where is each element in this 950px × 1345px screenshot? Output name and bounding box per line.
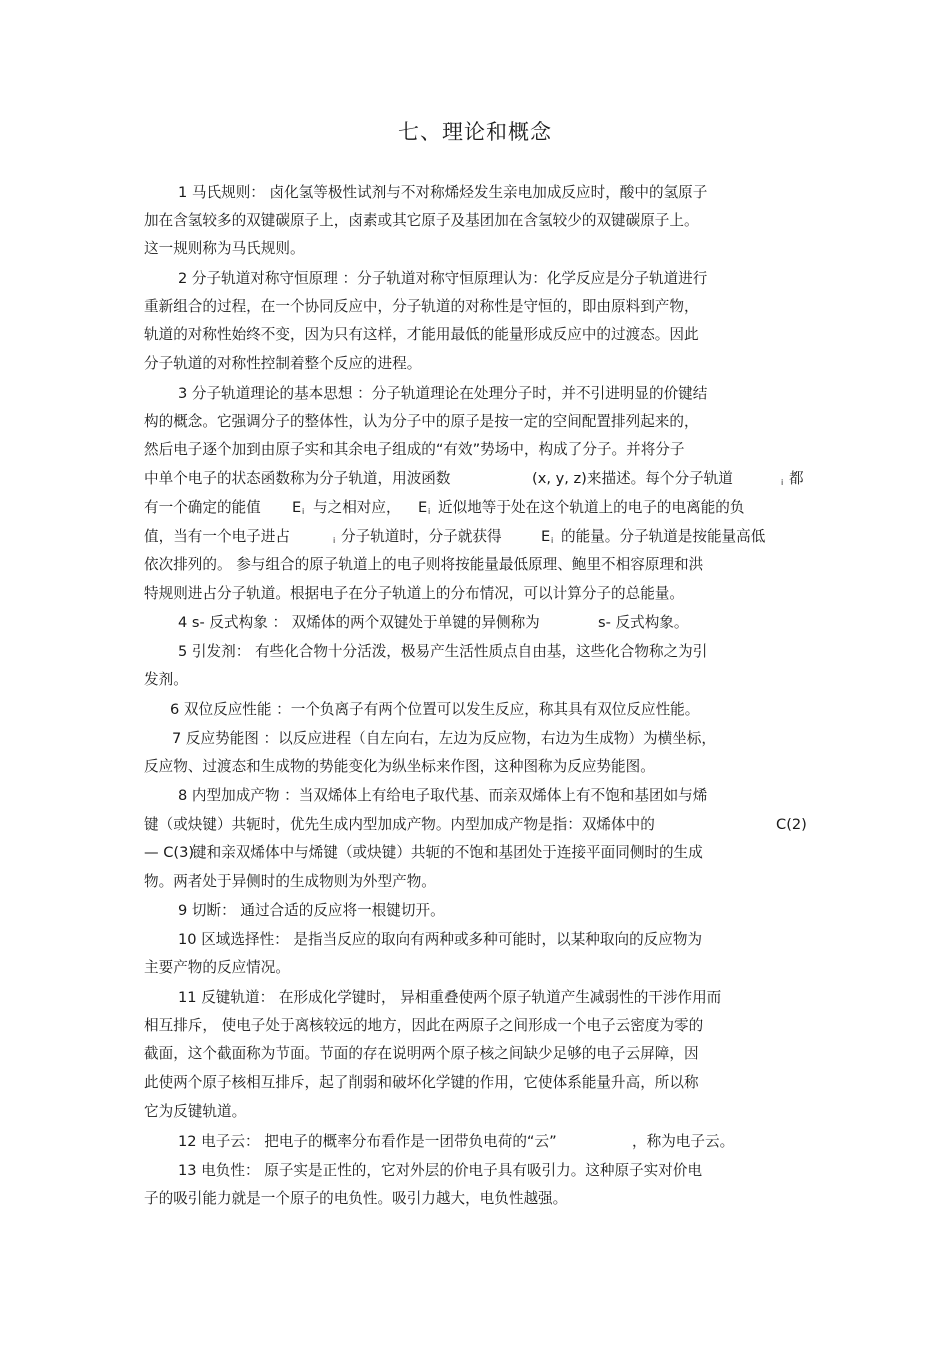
text-line: 13 电负性： 原子实是正性的，它对外层的价电子具有吸引力。这种原子实对价电: [178, 1162, 703, 1179]
text-line: 然后电子逐个加到由原子实和其余电子组成的“有效”势场中，构成了分子。并将分子: [144, 441, 685, 458]
text-line: 中单个电子的状态函数称为分子轨道，用波函数: [144, 470, 451, 487]
text-line: 特规则进占分子轨道。根据电子在分子轨道上的分布情况，可以计算分子的总能量。: [144, 585, 684, 602]
text-line: 加在含氢较多的双键碳原子上，卤素或其它原子及基团加在含氢较少的双键碳原子上。: [144, 212, 699, 229]
text-line: 主要产物的反应情况。: [144, 959, 290, 976]
subscript: i: [551, 536, 554, 545]
text-line: 依次排列的。 参与组合的原子轨道上的电子则将按能量最低原理、鲍里不相容原理和洪: [144, 556, 704, 573]
text-line: 8 内型加成产物 ：当双烯体上有给电子取代基、而亲双烯体上有不饱和基团如与烯: [178, 787, 708, 804]
text-line: 4 s- 反式构象 ： 双烯体的两个双键处于单键的异侧称为: [178, 614, 540, 631]
text-fragment: 都: [789, 470, 804, 487]
text-line: 7 反应势能图 ：以反应进程（自左向右，左边为反应物，右边为生成物）为横坐标，: [172, 730, 716, 747]
text-fragment: 与之相对应，: [313, 499, 401, 516]
text-line: 截面，这个截面称为节面。节面的存在说明两个原子核之间缺少足够的电子云屏障，因: [144, 1045, 699, 1062]
text-line: 子的吸引能力就是一个原子的电负性。吸引力越大，电负性越强。: [144, 1190, 568, 1207]
text-line: 轨道的对称性始终不变，因为只有这样，才能用最低的能量形成反应中的过渡态。因此: [144, 326, 699, 343]
subscript: i: [333, 536, 336, 545]
text-fragment: C(2): [776, 816, 807, 833]
text-line: 物。两者处于异侧时的生成物则为外型产物。: [144, 873, 436, 890]
text-line: 此使两个原子核相互排斥，起了削弱和破坏化学键的作用，它使体系能量升高，所以称: [144, 1074, 699, 1091]
text-line: 这一规则称为马氏规则。: [144, 240, 305, 257]
text-line: 构的概念。它强调分子的整体性，认为分子中的原子是按一定的空间配置排列起来的，: [144, 413, 699, 430]
text-line: 发剂。: [144, 671, 188, 688]
text-fragment: ，称为电子云。: [632, 1133, 735, 1150]
energy-symbol: E: [541, 528, 551, 545]
text-line: 9 切断： 通过合适的反应将一根键切开。: [178, 902, 445, 919]
text-line: 分子轨道的对称性控制着整个反应的进程。: [144, 355, 422, 372]
subscript: i: [302, 507, 305, 516]
text-line: 12 电子云： 把电子的概率分布看作是一团带负电荷的“云”: [178, 1133, 557, 1150]
text-line: 键（或炔键）共轭时，优先生成内型加成产物。内型加成产物是指：双烯体中的: [144, 816, 655, 833]
text-line: 它为反键轨道。: [144, 1103, 247, 1120]
text-line: 5 引发剂： 有些化合物十分活泼，极易产生活性质点自由基，这些化合物称之为引: [178, 643, 708, 660]
text-line: 反应物、过渡态和生成物的势能变化为纵坐标来作图，这种图称为反应势能图。: [144, 758, 655, 775]
energy-symbol: E: [292, 499, 302, 516]
text-line: 11 反键轨道： 在形成化学键时， 异相重叠使两个原子轨道产生减弱性的干涉作用而: [178, 989, 722, 1006]
text-line: 重新组合的过程，在一个协同反应中，分子轨道的对称性是守恒的，即由原料到产物，: [144, 298, 699, 315]
text-line: 键和亲双烯体中与烯键（或炔键）共轭的不饱和基团处于连接平面同侧时的生成: [192, 844, 703, 861]
text-line: 2 分子轨道对称守恒原理 ：分子轨道对称守恒原理认为：化学反应是分子轨道进行: [178, 270, 708, 287]
text-line: 值，当有一个电子进占: [144, 528, 290, 545]
text-fragment: (x, y, z)来描述。每个分子轨道: [532, 470, 733, 487]
text-line: 3 分子轨道理论的基本思想 ：分子轨道理论在处理分子时，并不引进明显的价键结: [178, 385, 708, 402]
subscript: i: [781, 478, 784, 487]
text-line: 10 区域选择性： 是指当反应的取向有两种或多种可能时，以某种取向的反应物为: [178, 931, 703, 948]
text-line: 有一个确定的能值: [144, 499, 261, 516]
page-title: 七、理论和概念: [398, 120, 552, 144]
text-line: 6 双位反应性能 ：一个负离子有两个位置可以发生反应，称其具有双位反应性能。: [170, 701, 700, 718]
subscript: i: [428, 507, 431, 516]
text-line: 1 马氏规则： 卤化氢等极性试剂与不对称烯烃发生亲电加成反应时，酸中的氢原子: [178, 184, 708, 201]
text-fragment: — C(3): [144, 844, 195, 861]
text-fragment: 的能量。分子轨道是按能量高低: [561, 528, 766, 545]
text-fragment: 分子轨道时，分子就获得: [341, 528, 502, 545]
text-fragment: 近似地等于处在这个轨道上的电子的电离能的负: [438, 499, 745, 516]
text-fragment: s- 反式构象。: [598, 614, 689, 631]
text-line: 相互排斥， 使电子处于离核较远的地方，因此在两原子之间形成一个电子云密度为零的: [144, 1017, 704, 1034]
energy-symbol: E: [418, 499, 428, 516]
